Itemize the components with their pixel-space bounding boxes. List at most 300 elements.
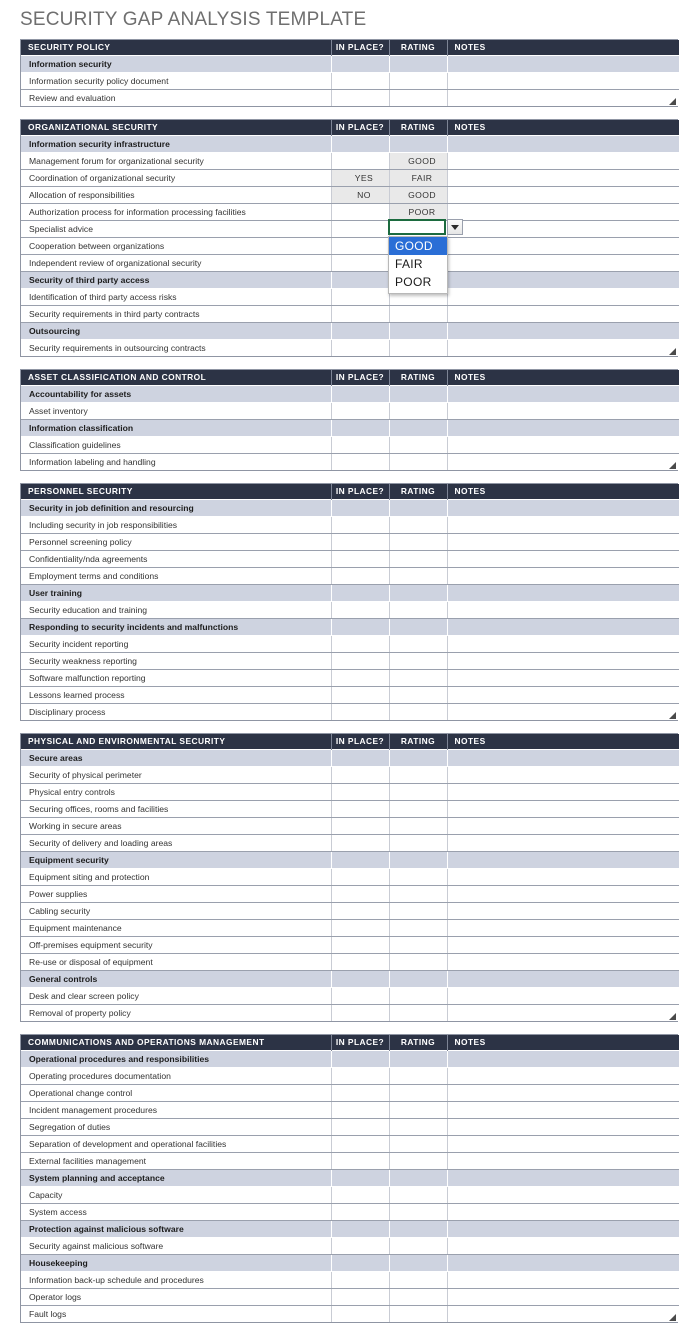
rating-cell	[389, 56, 447, 73]
subsection-row	[21, 750, 679, 767]
control-label[interactable]: Operator logs	[21, 1289, 331, 1306]
control-label[interactable]: Identification of third party access risks	[21, 289, 331, 306]
in-place-cell	[331, 585, 389, 602]
notes-cell	[447, 971, 679, 988]
rating-cell[interactable]: GOOD	[389, 153, 447, 170]
rating-cell	[389, 500, 447, 517]
in-place-cell[interactable]	[331, 687, 389, 704]
table-header-row	[21, 40, 679, 56]
in-place-cell[interactable]	[331, 255, 389, 272]
rating-cell[interactable]	[389, 903, 447, 920]
rating-cell[interactable]	[389, 1153, 447, 1170]
notes-cell[interactable]	[447, 568, 679, 585]
column-header-in-place: IN PLACE?	[331, 40, 389, 56]
in-place-cell[interactable]	[331, 221, 389, 238]
in-place-cell[interactable]	[331, 204, 389, 221]
control-label[interactable]: Asset inventory	[21, 403, 331, 420]
control-label[interactable]: Re-use or disposal of equipment	[21, 954, 331, 971]
table-row	[21, 1272, 679, 1289]
column-header-in-place: IN PLACE?	[331, 1035, 389, 1051]
in-place-cell[interactable]	[331, 403, 389, 420]
table-row	[21, 153, 679, 170]
column-header-rating: RATING	[389, 1035, 447, 1051]
control-label[interactable]: Segregation of duties	[21, 1119, 331, 1136]
table-row	[21, 937, 679, 954]
rating-cell[interactable]	[389, 1102, 447, 1119]
column-header-notes: NOTES	[447, 1035, 679, 1051]
table-row	[21, 1005, 679, 1022]
in-place-cell	[331, 323, 389, 340]
in-place-cell[interactable]	[331, 437, 389, 454]
section-header-title: PHYSICAL AND ENVIRONMENTAL SECURITY	[21, 734, 331, 750]
control-label[interactable]: Capacity	[21, 1187, 331, 1204]
rating-cell	[389, 323, 447, 340]
subsection-label: Equipment security	[21, 852, 331, 869]
notes-cell[interactable]	[447, 90, 679, 107]
rating-cell	[389, 420, 447, 437]
rating-cell[interactable]	[389, 670, 447, 687]
rating-cell[interactable]	[389, 835, 447, 852]
notes-cell[interactable]	[447, 454, 679, 471]
notes-cell	[447, 323, 679, 340]
notes-cell[interactable]	[447, 670, 679, 687]
in-place-cell[interactable]	[331, 670, 389, 687]
control-label[interactable]: Independent review of organizational security	[21, 255, 331, 272]
dropdown-option[interactable]: POOR	[395, 275, 432, 289]
control-label[interactable]: Classification guidelines	[21, 437, 331, 454]
column-header-rating: RATING	[389, 484, 447, 500]
control-label[interactable]: Security incident reporting	[21, 636, 331, 653]
gap-analysis-table	[21, 370, 679, 470]
in-place-cell[interactable]	[331, 602, 389, 619]
notes-cell	[447, 585, 679, 602]
table-row	[21, 1136, 679, 1153]
table-row	[21, 551, 679, 568]
rating-cell[interactable]	[389, 653, 447, 670]
rating-cell	[389, 852, 447, 869]
rating-cell[interactable]	[389, 954, 447, 971]
notes-cell[interactable]	[447, 170, 679, 187]
table-row	[21, 784, 679, 801]
section-header-title: SECURITY POLICY	[21, 40, 331, 56]
rating-cell[interactable]	[389, 784, 447, 801]
notes-cell[interactable]	[447, 954, 679, 971]
in-place-cell[interactable]	[331, 238, 389, 255]
section-block	[20, 1034, 678, 1323]
subsection-row	[21, 136, 679, 153]
table-row	[21, 653, 679, 670]
control-label[interactable]: Operational change control	[21, 1085, 331, 1102]
notes-cell[interactable]	[447, 238, 679, 255]
in-place-cell[interactable]	[331, 954, 389, 971]
control-label[interactable]: Removal of property policy	[21, 1005, 331, 1022]
gap-analysis-table	[21, 40, 679, 106]
control-label[interactable]: Security of physical perimeter	[21, 767, 331, 784]
rating-cell[interactable]	[389, 340, 447, 357]
in-place-cell[interactable]	[331, 1068, 389, 1085]
control-label[interactable]: Security of delivery and loading areas	[21, 835, 331, 852]
notes-cell[interactable]	[447, 1153, 679, 1170]
control-label[interactable]: Security weakness reporting	[21, 653, 331, 670]
rating-cell[interactable]	[389, 1289, 447, 1306]
table-row	[21, 238, 679, 255]
in-place-cell[interactable]	[331, 1153, 389, 1170]
in-place-cell[interactable]	[331, 153, 389, 170]
control-label[interactable]: Securing offices, rooms and facilities	[21, 801, 331, 818]
notes-cell	[447, 852, 679, 869]
control-label[interactable]: Cooperation between organizations	[21, 238, 331, 255]
notes-cell[interactable]	[447, 255, 679, 272]
control-label[interactable]: Equipment siting and protection	[21, 869, 331, 886]
in-place-cell[interactable]	[331, 534, 389, 551]
rating-cell[interactable]	[389, 1005, 447, 1022]
column-header-notes: NOTES	[447, 120, 679, 136]
control-label[interactable]: Security against malicious software	[21, 1238, 331, 1255]
rating-cell[interactable]	[389, 1136, 447, 1153]
subsection-label: Secure areas	[21, 750, 331, 767]
notes-cell[interactable]	[447, 1085, 679, 1102]
rating-cell[interactable]	[389, 534, 447, 551]
rating-cell	[389, 1051, 447, 1068]
control-label[interactable]: Disciplinary process	[21, 704, 331, 721]
notes-cell[interactable]	[447, 187, 679, 204]
notes-cell[interactable]	[447, 687, 679, 704]
table-header-row	[21, 1035, 679, 1051]
column-header-notes: NOTES	[447, 40, 679, 56]
notes-cell[interactable]	[447, 903, 679, 920]
in-place-cell[interactable]	[331, 818, 389, 835]
notes-cell[interactable]	[447, 340, 679, 357]
subsection-row	[21, 56, 679, 73]
in-place-cell[interactable]	[331, 73, 389, 90]
in-place-cell[interactable]	[331, 835, 389, 852]
notes-cell[interactable]	[447, 704, 679, 721]
rating-cell[interactable]	[389, 73, 447, 90]
in-place-cell[interactable]	[331, 1187, 389, 1204]
table-row	[21, 886, 679, 903]
notes-cell[interactable]	[447, 886, 679, 903]
notes-cell[interactable]	[447, 818, 679, 835]
rating-cell[interactable]	[389, 636, 447, 653]
in-place-cell[interactable]	[331, 988, 389, 1005]
table-row	[21, 1102, 679, 1119]
control-label[interactable]: Software malfunction reporting	[21, 670, 331, 687]
subsection-row	[21, 971, 679, 988]
control-label[interactable]: Working in secure areas	[21, 818, 331, 835]
section-header-title: ORGANIZATIONAL SECURITY	[21, 120, 331, 136]
column-header-rating: RATING	[389, 40, 447, 56]
subsection-row	[21, 323, 679, 340]
notes-cell[interactable]	[447, 1102, 679, 1119]
control-label[interactable]: Personnel screening policy	[21, 534, 331, 551]
notes-cell[interactable]	[447, 1068, 679, 1085]
in-place-cell[interactable]	[331, 1119, 389, 1136]
in-place-cell[interactable]	[331, 306, 389, 323]
notes-cell[interactable]	[447, 636, 679, 653]
notes-cell[interactable]	[447, 653, 679, 670]
table-row	[21, 170, 679, 187]
in-place-cell	[331, 619, 389, 636]
control-label[interactable]: Physical entry controls	[21, 784, 331, 801]
notes-cell[interactable]	[447, 1136, 679, 1153]
notes-cell[interactable]	[447, 306, 679, 323]
control-label[interactable]: Review and evaluation	[21, 90, 331, 107]
in-place-cell[interactable]	[331, 568, 389, 585]
subsection-label: Protection against malicious software	[21, 1221, 331, 1238]
control-label[interactable]: External facilities management	[21, 1153, 331, 1170]
notes-cell[interactable]	[447, 1005, 679, 1022]
column-header-notes: NOTES	[447, 484, 679, 500]
table-row	[21, 1187, 679, 1204]
table-row	[21, 534, 679, 551]
control-label[interactable]: Information back-up schedule and procedures	[21, 1272, 331, 1289]
subsection-row	[21, 852, 679, 869]
rating-cell[interactable]	[389, 1068, 447, 1085]
in-place-cell[interactable]	[331, 454, 389, 471]
control-label[interactable]: Lessons learned process	[21, 687, 331, 704]
notes-cell[interactable]	[447, 534, 679, 551]
rating-cell[interactable]	[389, 90, 447, 107]
control-label[interactable]: Information security policy document	[21, 73, 331, 90]
subsection-row	[21, 585, 679, 602]
in-place-cell[interactable]	[331, 1272, 389, 1289]
in-place-cell[interactable]	[331, 886, 389, 903]
in-place-cell	[331, 971, 389, 988]
rating-dropdown-list[interactable]	[388, 236, 448, 294]
notes-cell	[447, 619, 679, 636]
rating-cell[interactable]	[389, 937, 447, 954]
notes-cell[interactable]	[447, 204, 679, 221]
in-place-cell[interactable]	[331, 1204, 389, 1221]
in-place-cell[interactable]	[331, 920, 389, 937]
control-label[interactable]: Cabling security	[21, 903, 331, 920]
gap-analysis-table	[21, 734, 679, 1021]
table-row	[21, 437, 679, 454]
table-row	[21, 988, 679, 1005]
in-place-cell	[331, 1221, 389, 1238]
table-row	[21, 903, 679, 920]
section-block	[20, 483, 678, 721]
notes-cell[interactable]	[447, 221, 679, 238]
notes-cell[interactable]	[447, 784, 679, 801]
control-label[interactable]: Separation of development and operational facilities	[21, 1136, 331, 1153]
notes-cell[interactable]	[447, 1204, 679, 1221]
control-label[interactable]: Power supplies	[21, 886, 331, 903]
rating-cell[interactable]: POOR	[389, 204, 447, 221]
in-place-cell[interactable]	[331, 937, 389, 954]
in-place-cell[interactable]: YES	[331, 170, 389, 187]
rating-cell	[389, 386, 447, 403]
table-row	[21, 1153, 679, 1170]
table-header-row	[21, 484, 679, 500]
notes-cell	[447, 1170, 679, 1187]
rating-cell[interactable]	[389, 454, 447, 471]
rating-cell[interactable]	[389, 869, 447, 886]
in-place-cell[interactable]	[331, 517, 389, 534]
in-place-cell[interactable]: NO	[331, 187, 389, 204]
rating-cell[interactable]	[389, 988, 447, 1005]
notes-cell[interactable]	[447, 767, 679, 784]
in-place-cell[interactable]	[331, 653, 389, 670]
rating-cell	[389, 619, 447, 636]
control-label[interactable]: Security requirements in third party contracts	[21, 306, 331, 323]
rating-cell[interactable]	[389, 687, 447, 704]
control-label[interactable]: Information labeling and handling	[21, 454, 331, 471]
table-row	[21, 767, 679, 784]
notes-cell[interactable]	[447, 551, 679, 568]
in-place-cell[interactable]	[331, 340, 389, 357]
notes-cell[interactable]	[447, 1238, 679, 1255]
in-place-cell[interactable]	[331, 1102, 389, 1119]
notes-cell[interactable]	[447, 403, 679, 420]
in-place-cell[interactable]	[331, 704, 389, 721]
notes-cell	[447, 750, 679, 767]
control-label[interactable]: Specialist advice	[21, 221, 331, 238]
notes-cell[interactable]	[447, 1119, 679, 1136]
subsection-label: User training	[21, 585, 331, 602]
notes-cell[interactable]	[447, 602, 679, 619]
control-label[interactable]: Confidentiality/nda agreements	[21, 551, 331, 568]
rating-cell	[389, 971, 447, 988]
rating-cell[interactable]	[389, 551, 447, 568]
rating-cell[interactable]	[389, 1272, 447, 1289]
control-label[interactable]: Operating procedures documentation	[21, 1068, 331, 1085]
table-row	[21, 517, 679, 534]
table-row	[21, 340, 679, 357]
control-label[interactable]: Desk and clear screen policy	[21, 988, 331, 1005]
in-place-cell[interactable]	[331, 903, 389, 920]
notes-cell[interactable]	[447, 73, 679, 90]
control-label[interactable]: Security requirements in outsourcing contracts	[21, 340, 331, 357]
control-label[interactable]: Authorization process for information processing facilities	[21, 204, 331, 221]
in-place-cell[interactable]	[331, 1085, 389, 1102]
rating-cell[interactable]	[389, 886, 447, 903]
rating-cell[interactable]	[389, 1306, 447, 1323]
table-row	[21, 204, 679, 221]
control-label[interactable]: Management forum for organizational security	[21, 153, 331, 170]
rating-cell[interactable]	[389, 818, 447, 835]
rating-cell[interactable]	[389, 403, 447, 420]
notes-cell[interactable]	[447, 920, 679, 937]
table-row	[21, 704, 679, 721]
notes-cell[interactable]	[447, 1306, 679, 1323]
rating-cell[interactable]: FAIR	[389, 170, 447, 187]
notes-cell	[447, 56, 679, 73]
subsection-row	[21, 619, 679, 636]
in-place-cell[interactable]	[331, 1136, 389, 1153]
rating-cell[interactable]	[389, 306, 447, 323]
rating-cell[interactable]	[389, 437, 447, 454]
dropdown-toggle-button[interactable]	[447, 219, 463, 235]
control-label[interactable]: Coordination of organizational security	[21, 170, 331, 187]
gap-analysis-table	[21, 484, 679, 720]
control-label[interactable]: Off-premises equipment security	[21, 937, 331, 954]
notes-cell[interactable]	[447, 1272, 679, 1289]
table-row	[21, 954, 679, 971]
table-row	[21, 306, 679, 323]
notes-cell[interactable]	[447, 988, 679, 1005]
control-label[interactable]: Allocation of responsibilities	[21, 187, 331, 204]
in-place-cell[interactable]	[331, 784, 389, 801]
subsection-label: Responding to security incidents and malfunctions	[21, 619, 331, 636]
rating-cell	[389, 1170, 447, 1187]
table-header-row	[21, 734, 679, 750]
control-label[interactable]: System access	[21, 1204, 331, 1221]
in-place-cell[interactable]	[331, 90, 389, 107]
control-label[interactable]: Equipment maintenance	[21, 920, 331, 937]
in-place-cell[interactable]	[331, 1238, 389, 1255]
rating-cell[interactable]	[389, 602, 447, 619]
in-place-cell[interactable]	[331, 1289, 389, 1306]
rating-cell[interactable]	[389, 517, 447, 534]
control-label[interactable]: Security education and training	[21, 602, 331, 619]
section-header-title: COMMUNICATIONS AND OPERATIONS MANAGEMENT	[21, 1035, 331, 1051]
control-label[interactable]: Fault logs	[21, 1306, 331, 1323]
in-place-cell[interactable]	[331, 1005, 389, 1022]
dropdown-option[interactable]: GOOD	[389, 237, 447, 255]
notes-cell[interactable]	[447, 1289, 679, 1306]
subsection-label: Operational procedures and responsibilities	[21, 1051, 331, 1068]
rating-cell[interactable]	[389, 1238, 447, 1255]
gap-analysis-table	[21, 1035, 679, 1322]
in-place-cell[interactable]	[331, 869, 389, 886]
in-place-cell[interactable]	[331, 289, 389, 306]
subsection-label: Security in job definition and resourcing	[21, 500, 331, 517]
in-place-cell[interactable]	[331, 636, 389, 653]
control-label[interactable]: Including security in job responsibilities	[21, 517, 331, 534]
rating-cell[interactable]	[389, 1187, 447, 1204]
rating-cell[interactable]	[389, 568, 447, 585]
rating-cell[interactable]	[389, 704, 447, 721]
rating-cell[interactable]	[389, 1204, 447, 1221]
rating-active-cell[interactable]	[388, 219, 446, 235]
notes-cell[interactable]	[447, 517, 679, 534]
notes-cell[interactable]	[447, 1187, 679, 1204]
in-place-cell	[331, 852, 389, 869]
subsection-label: Information security infrastructure	[21, 136, 331, 153]
notes-cell[interactable]	[447, 437, 679, 454]
notes-cell[interactable]	[447, 869, 679, 886]
table-row	[21, 1068, 679, 1085]
in-place-cell[interactable]	[331, 551, 389, 568]
rating-cell	[389, 136, 447, 153]
notes-cell[interactable]	[447, 835, 679, 852]
in-place-cell[interactable]	[331, 1306, 389, 1323]
dropdown-option[interactable]: FAIR	[395, 257, 423, 271]
table-row	[21, 73, 679, 90]
in-place-cell[interactable]	[331, 767, 389, 784]
rating-cell[interactable]	[389, 801, 447, 818]
subsection-label: Outsourcing	[21, 323, 331, 340]
subsection-row	[21, 500, 679, 517]
rating-cell[interactable]	[389, 1085, 447, 1102]
notes-cell[interactable]	[447, 937, 679, 954]
notes-cell[interactable]	[447, 289, 679, 306]
rating-cell[interactable]	[389, 1119, 447, 1136]
notes-cell[interactable]	[447, 801, 679, 818]
subsection-row	[21, 386, 679, 403]
in-place-cell	[331, 56, 389, 73]
in-place-cell[interactable]	[331, 801, 389, 818]
column-header-in-place: IN PLACE?	[331, 734, 389, 750]
control-label[interactable]: Incident management procedures	[21, 1102, 331, 1119]
rating-cell[interactable]: GOOD	[389, 187, 447, 204]
rating-cell[interactable]	[389, 767, 447, 784]
rating-cell[interactable]	[389, 920, 447, 937]
control-label[interactable]: Employment terms and conditions	[21, 568, 331, 585]
notes-cell[interactable]	[447, 153, 679, 170]
in-place-cell	[331, 386, 389, 403]
